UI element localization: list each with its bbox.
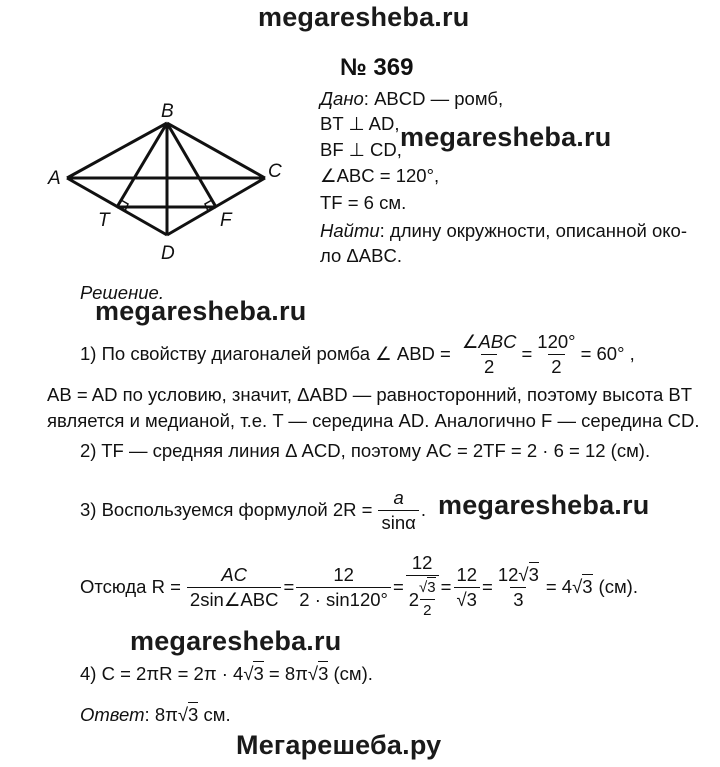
step1-eq1: = xyxy=(521,343,533,364)
radius-unit: (см). xyxy=(598,576,638,597)
answer-line: Ответ: 8π√3 см. xyxy=(80,704,231,725)
radius-f3-den-coef: 2 xyxy=(408,588,420,610)
step1-line3: является и медианой, т.е. T — середина AD. Аналогично F — середина CD. xyxy=(47,410,700,431)
given-line-1: BT ⊥ AD, xyxy=(320,113,400,134)
find-line xyxy=(320,220,687,242)
step4-mid: = 8π xyxy=(268,663,308,684)
radius-f1-den: 2sin∠ABC xyxy=(187,587,282,611)
radius-f3-den xyxy=(406,575,439,622)
given-text-0: : ABCD — ромб, xyxy=(363,88,504,109)
step4-line: 4) C = 2πR = 2π · 4√3 = 8π√3 (см). xyxy=(80,663,373,684)
label-c: C xyxy=(268,161,282,182)
given-line-3: ∠ABC = 120°, xyxy=(320,165,440,186)
problem-number: № 369 xyxy=(340,54,414,81)
radius-f5-den: 3 xyxy=(510,587,526,611)
radius-f4-den: 3 xyxy=(466,588,477,610)
given-line-2: BF ⊥ CD, xyxy=(320,139,402,160)
radius-f4-num: 12 xyxy=(456,563,478,585)
label-d: D xyxy=(161,243,175,264)
find-label: Найти xyxy=(320,220,380,241)
radius-f2-den: 2 · sin120° xyxy=(296,587,391,611)
answer-rad: 3 xyxy=(188,704,199,725)
step1-text: 1) По свойству диагоналей ромба ∠ ABD = xyxy=(80,343,451,364)
radius-f3-den-den: 2 xyxy=(420,599,434,622)
step3-end: . xyxy=(420,499,426,520)
radius-f3-num: 12 xyxy=(411,552,433,573)
step3-text: 3) Воспользуемся формулой 2R = xyxy=(80,499,373,520)
watermark-given: megaresheba.ru xyxy=(400,122,612,152)
watermark-solution: megaresheba.ru xyxy=(95,296,307,326)
watermark-step3: megaresheba.ru xyxy=(438,490,650,520)
step1-frac1-num: ∠ABC xyxy=(461,330,517,352)
radius-f5-rad: 3 xyxy=(528,563,539,585)
radius-lead: Отсюда R = xyxy=(80,576,181,597)
step4-unit: (см). xyxy=(333,663,373,684)
radius-final: = 4 xyxy=(545,576,573,597)
label-b: B xyxy=(161,101,174,122)
step3-line xyxy=(80,482,426,538)
watermark-top: megaresheba.ru xyxy=(258,2,470,32)
radius-final-rad: 3 xyxy=(582,576,593,597)
radius-f2-num: 12 xyxy=(333,563,354,585)
answer-unit: см. xyxy=(203,704,231,725)
radius-f5-coef: 12 xyxy=(497,563,519,585)
radius-f3-den-frac: $\frac{√3}{2}$ xyxy=(419,577,436,622)
radius-frac5: $\frac{12√3}{3}$ xyxy=(497,563,539,610)
watermark-bottom: Мегарешеба.ру xyxy=(236,730,442,760)
step1-frac2-den: 2 xyxy=(548,354,564,378)
given-label: Дано xyxy=(320,88,364,109)
label-a: A xyxy=(48,168,61,189)
step2-line: 2) TF — средняя линия Δ ACD, поэтому AC = 2TF = 2 · 6 = 12 (см). xyxy=(80,440,651,461)
rhombus-figure xyxy=(40,95,300,270)
step3-frac xyxy=(378,487,418,534)
step1-line2: AB = AD по условию, значит, ΔABD — равносторонний, поэтому высота BT xyxy=(47,384,693,405)
step3-den: sinα xyxy=(378,510,418,534)
step4-rad2: 3 xyxy=(318,663,329,684)
step1-line xyxy=(80,326,635,382)
step4-text: 4) C = 2πR = 2π · 4 xyxy=(80,663,244,684)
answer-text: : 8π xyxy=(144,704,178,725)
watermark-step4: megaresheba.ru xyxy=(130,626,342,656)
step4-rad1: 3 xyxy=(253,663,264,684)
step1-frac1-den: 2 xyxy=(481,354,497,378)
find-text: : длину окружности, описанной око- xyxy=(379,220,688,241)
label-t: T xyxy=(98,210,110,231)
given-line-0 xyxy=(320,88,503,110)
solution-heading: Решение. xyxy=(80,282,164,303)
label-f: F xyxy=(220,210,232,231)
step3-num: a xyxy=(393,486,404,508)
radius-f3-den-rad: 3 xyxy=(427,579,436,596)
step1-frac1 xyxy=(459,331,520,378)
radius-frac2 xyxy=(296,564,391,611)
radius-f1-num: AC xyxy=(221,563,248,585)
step1-frac2-num: 120° xyxy=(537,330,576,352)
radius-frac1 xyxy=(187,564,282,611)
radius-frac3 xyxy=(406,552,439,622)
answer-label: Ответ xyxy=(80,704,145,725)
step1-frac2 xyxy=(534,331,578,378)
find-line-2: ло ΔABC. xyxy=(320,245,402,266)
given-line-4: TF = 6 см. xyxy=(320,192,407,213)
step1-result: = 60° , xyxy=(580,343,635,364)
radius-frac4: $\frac{12}{√3}$ xyxy=(453,564,480,611)
radius-line: Отсюда R = $\frac{AC}{\text{2sin∠ABC}}$ = $\frac{12}{2 \cdot \sin 120^\circ}$ = 12 2 $\frac{√3}{2}$ = $\frac{12}{√3}$ = $\frac{12√3}{3}$ = 4 √3 (см). xyxy=(80,552,638,622)
